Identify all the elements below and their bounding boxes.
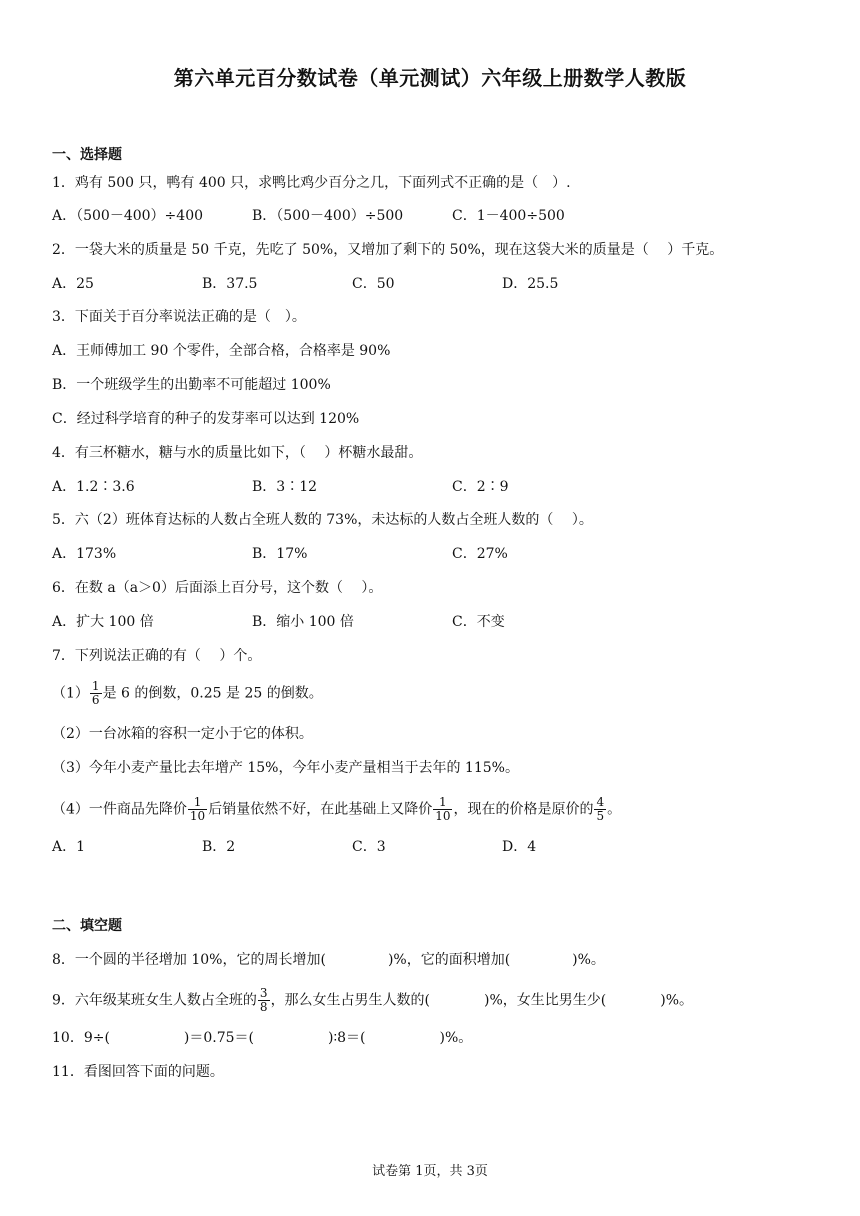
question-7-option-a: A．1	[52, 839, 86, 855]
question-3-option-b: B．一个班级学生的出勤率不可能超过 100%	[52, 377, 331, 393]
fraction-numerator: 4	[596, 795, 605, 809]
fraction-numerator: 1	[193, 795, 202, 809]
question-1-stem: 1．鸡有 500 只，鸭有 400 只，求鸭比鸡少百分之几，下面列式不正确的是（ ）.	[52, 175, 571, 191]
statement-4-middle: 后销量依然不好，在此基础上又降价	[208, 801, 433, 818]
question-3-stem: 3．下面关于百分率说法正确的是（ ）。	[52, 309, 306, 325]
question-7-statement-1	[52, 680, 323, 707]
question-5-option-b: B．17%	[252, 546, 308, 562]
question-10-part-3: )∶8＝(	[328, 1030, 366, 1046]
question-7-option-c: C．3	[352, 839, 386, 855]
question-5-stem: 5．六（2）班体育达标的人数占全班人数的 73%，未达标的人数占全班人数的（ ）。	[52, 512, 593, 528]
question-7-option-d: D．4	[502, 839, 537, 855]
question-7-statement-3: （3）今年小麦产量比去年增产 15%，今年小麦产量相当于去年的 115%。	[52, 760, 519, 776]
question-7-option-b: B．2	[202, 839, 236, 855]
question-7-statement-2: （2）一台冰箱的容积一定小于它的体积。	[52, 726, 313, 742]
fraction-numerator: 3	[259, 986, 268, 1000]
question-4-stem: 4．有三杯糖水，糖与水的质量比如下，（ ）杯糖水最甜。	[52, 445, 423, 461]
question-6-option-b: B．缩小 100 倍	[252, 614, 354, 630]
section-choice-heading: 一、选择题	[52, 147, 122, 163]
question-9	[52, 987, 693, 1014]
question-10-part-1: 10．9÷(	[52, 1030, 110, 1046]
fraction-denominator: 10	[435, 809, 451, 823]
fraction-one-tenth-first	[188, 796, 207, 823]
page-footer: 试卷第 1页，共 3页	[372, 1164, 488, 1179]
question-4-option-b: B．3∶12	[252, 479, 318, 495]
question-9-part-1: 9．六年级某班女生人数占全班的	[52, 992, 257, 1009]
question-9-part-4: )%。	[660, 992, 694, 1009]
fraction-denominator: 6	[91, 693, 100, 707]
section-fill-heading: 二、填空题	[52, 918, 122, 934]
question-6-option-c: C．不变	[452, 614, 505, 630]
question-10	[52, 1028, 472, 1048]
question-8-part-3: )%。	[572, 952, 605, 968]
question-2-stem: 2．一袋大米的质量是 50 千克，先吃了 50%，又增加了剩下的 50%，现在这袋大米的质量是（ ）千克。	[52, 242, 724, 258]
question-8	[52, 950, 605, 970]
statement-4-end: 。	[607, 801, 622, 818]
fraction-numerator: 1	[91, 679, 100, 693]
statement-1-text: 是 6 的倒数，0.25 是 25 的倒数。	[102, 685, 323, 702]
question-11-stem: 11．看图回答下面的问题。	[52, 1064, 224, 1080]
question-3-option-a: A．王师傅加工 90 个零件，全部合格，合格率是 90%	[52, 343, 391, 359]
fraction-one-tenth-second	[433, 796, 452, 823]
question-6-option-a: A．扩大 100 倍	[52, 614, 154, 630]
fraction-numerator: 1	[439, 795, 447, 809]
page-title: 第六单元百分数试卷（单元测试）六年级上册数学人教版	[173, 66, 687, 90]
question-5-option-a: A．173%	[52, 546, 117, 562]
question-2-option-d: D．25.5	[502, 276, 559, 292]
statement-4-prefix: （4）一件商品先降价	[52, 801, 187, 818]
question-2-option-b: B．37.5	[202, 276, 258, 292]
question-8-part-2: )%，它的面积增加(	[387, 952, 511, 968]
statement-4-middle-2: ，现在的价格是原价的	[453, 801, 594, 818]
fraction-one-sixth	[90, 680, 102, 707]
question-10-part-4: )%。	[439, 1030, 473, 1046]
question-7-stem: 7．下列说法正确的有（ ）个。	[52, 648, 262, 664]
question-1-option-a: A．（500－400）÷400	[52, 208, 204, 224]
question-3-option-c: C．经过科学培育的种子的发芽率可以达到 120%	[52, 411, 360, 427]
question-4-option-a: A．1.2∶3.6	[52, 479, 135, 495]
question-9-part-2: ，那么女生占男生人数的(	[270, 992, 431, 1009]
question-8-part-1: 8．一个圆的半径增加 10%，它的周长增加(	[52, 952, 326, 968]
fraction-denominator: 8	[259, 1000, 268, 1014]
statement-1-prefix: （1）	[52, 685, 89, 702]
question-7-statement-4	[52, 796, 621, 823]
question-2-option-c: C．50	[352, 276, 395, 292]
question-2-option-a: A．25	[52, 276, 94, 292]
question-9-part-3: )%，女生比男生少(	[484, 992, 607, 1009]
fraction-denominator: 10	[189, 809, 206, 823]
fraction-denominator: 5	[596, 809, 605, 823]
question-10-part-2: )＝0.75＝(	[183, 1030, 255, 1046]
question-6-stem: 6．在数 a（a＞0）后面添上百分号，这个数（ ）。	[52, 580, 383, 596]
fraction-three-eighths	[258, 987, 270, 1014]
question-1-option-c: C．1－400÷500	[452, 208, 565, 224]
question-1-option-b: B．（500－400）÷500	[252, 208, 404, 224]
question-5-option-c: C．27%	[452, 546, 508, 562]
fraction-four-fifths	[594, 796, 606, 823]
question-4-option-c: C．2∶9	[452, 479, 509, 495]
